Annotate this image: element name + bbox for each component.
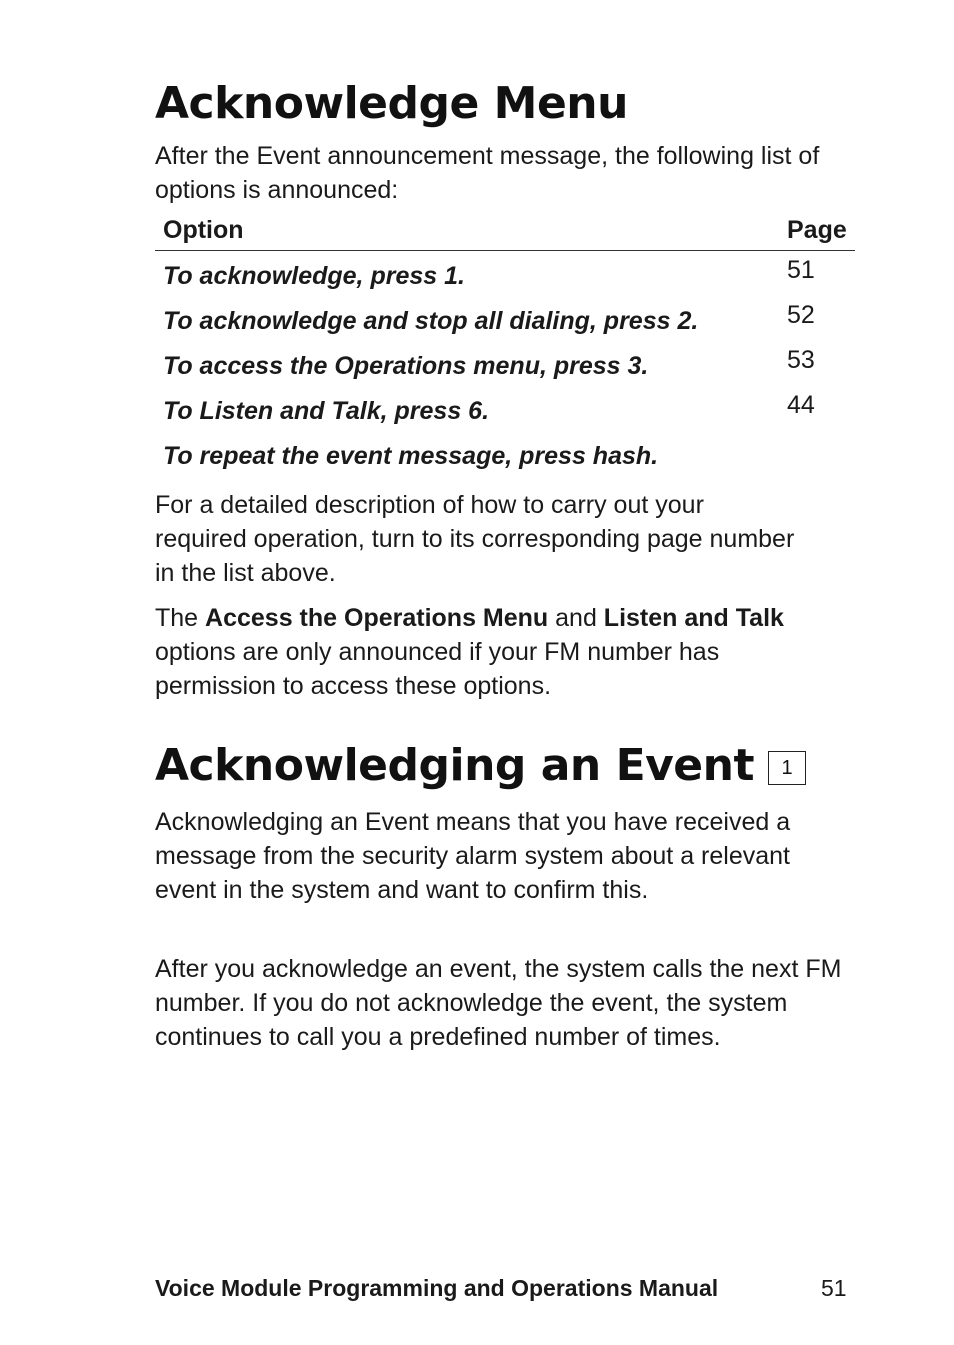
- table-row: [155, 391, 855, 437]
- section-title-text: Acknowledging an Event: [155, 740, 755, 791]
- column-header-page: Page: [787, 216, 847, 244]
- text-span: and: [548, 604, 604, 632]
- column-header-option: Option: [163, 216, 244, 244]
- reference-badge: 1: [768, 751, 806, 785]
- intro-paragraph: After the Event announcement message, the following list of options is announced:: [155, 142, 820, 204]
- event-paragraph-2: After you acknowledge an event, the system calls the next FM number. If you do not acknowledge the event, the system continues to call you a predefined number of times.: [155, 955, 842, 1051]
- table-row: [155, 256, 855, 302]
- text-span: The: [155, 604, 206, 632]
- bold-term: Access the Operations Menu: [205, 604, 549, 632]
- table-row: [155, 442, 855, 482]
- option-text: To access the Operations menu, press 3.: [163, 352, 649, 380]
- table-row: [155, 301, 855, 347]
- section-title-acknowledging-event: [155, 740, 806, 791]
- page-number: 52: [787, 301, 815, 329]
- event-paragraph-1: Acknowledging an Event means that you have received a message from the security alarm system about a relevant event in the system and want to confirm this.: [155, 808, 791, 904]
- table-row: [155, 346, 855, 392]
- page-number: 51: [787, 256, 815, 284]
- option-text: To acknowledge, press 1.: [163, 262, 465, 290]
- section-title-acknowledge-menu: Acknowledge Menu: [155, 78, 628, 129]
- text-span: options are only announced if your FM number has permission to access these options.: [155, 638, 720, 700]
- detail-paragraph: For a detailed description of how to carry out your required operation, turn to its corresponding page number in the list above.: [155, 491, 795, 587]
- option-text: To Listen and Talk, press 6.: [163, 397, 490, 425]
- options-table-header: [155, 212, 855, 251]
- bold-term: Listen and Talk: [603, 604, 784, 632]
- manual-page: [155, 0, 855, 1345]
- footer-title: Voice Module Programming and Operations Manual: [155, 1275, 719, 1301]
- footer-page-number: 51: [821, 1275, 847, 1301]
- access-paragraph: [155, 601, 815, 703]
- page-number: 53: [787, 346, 815, 374]
- option-text: To repeat the event message, press hash.: [163, 442, 659, 470]
- page-number: 44: [787, 391, 815, 419]
- option-text: To acknowledge and stop all dialing, press 2.: [163, 307, 699, 335]
